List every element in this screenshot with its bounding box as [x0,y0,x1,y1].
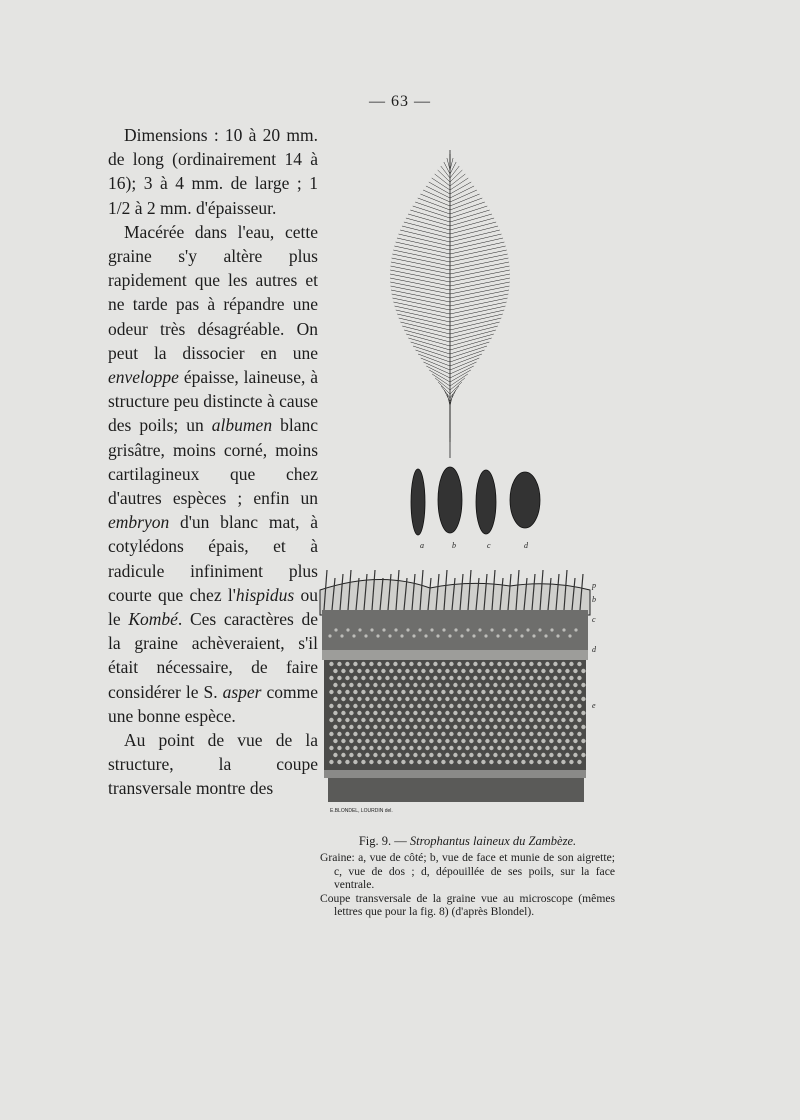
italic-term-enveloppe: enveloppe [108,367,179,388]
section-label: p [592,581,596,590]
paragraph-maceration [108,220,318,728]
page-number: — 63 — [369,93,431,110]
seed-label: c [487,541,491,550]
figure-caption [320,835,615,918]
text-run: ou le [108,584,319,630]
figure-9-illustration [300,140,620,820]
text-run: d'un blanc mat, à cotylédons épais, et à radicule infiniment plus courte que chez l' [108,512,318,605]
caption-prefix: Fig. 9. — [358,834,410,848]
seed-engraving [300,140,620,820]
seed-views [411,467,540,535]
italic-term-asper: asper [222,681,262,702]
section-label: d [592,645,596,654]
engraver-signature: E.BLONDEL, LOURDIN del. [330,808,393,814]
caption-section-description: Coupe transversale de la graine vue au microscope (mêmes lettres que pour la fig. 8) (d'après Blondel). [320,891,615,919]
paragraph-dimensions: Dimensions : 10 à 20 mm. de long (ordinairement 14 à 16); 3 à 4 mm. de large ; 1 1/2 à 2 mm. d'épaisseur. [108,125,318,218]
section-label: b [592,595,596,604]
seed-label: d [524,541,528,550]
caption-title-italic: Strophantus laineux du Zambèze. [409,834,577,848]
body-text-column [108,123,318,801]
section-label: e [592,701,596,710]
text-run: épaisse, laineuse, à structure peu distincte à cause des poils; un [108,367,318,436]
italic-term-hispidus: hispidus [235,584,295,605]
text-run: blanc grisâtre, moins corné, moins cartilagineux que chez d'autres espèces ; enfin un [108,415,318,509]
caption-title [320,835,615,848]
seed-label: b [452,541,456,550]
seed-label: a [420,541,424,550]
italic-term-albumen: albumen [211,415,273,436]
text-run: comme une bonne espèce. [108,681,318,726]
text-run: Macérée dans l'eau, cette graine s'y altère plus rapidement que les autres et ne tarde pas à répandre une odeur très désagréable. On peut la dissocier en une [108,221,318,363]
section-label: c [592,615,596,624]
caption-seed-description: Graine: a, vue de côté; b, vue de face et munie de son aigrette; c, vue de dos ; d, dépouillée de ses poils, sur la face ventrale. [320,851,615,892]
seed-a [411,469,425,535]
paragraph-structure: Au point de vue de la structure, la coupe transversale montre des [108,730,318,799]
italic-term-kombe: Kombé [128,609,178,630]
italic-term-embryon: embryon [108,512,170,533]
seed-d [510,472,540,528]
seed-b [438,467,462,533]
cross-section [320,570,590,802]
text-run: . Ces caractères de la graine achèveraient, s'il était nécessaire, de faire considérer le S. [108,609,318,702]
aigrette-plume [390,150,510,458]
seed-c [476,470,496,534]
